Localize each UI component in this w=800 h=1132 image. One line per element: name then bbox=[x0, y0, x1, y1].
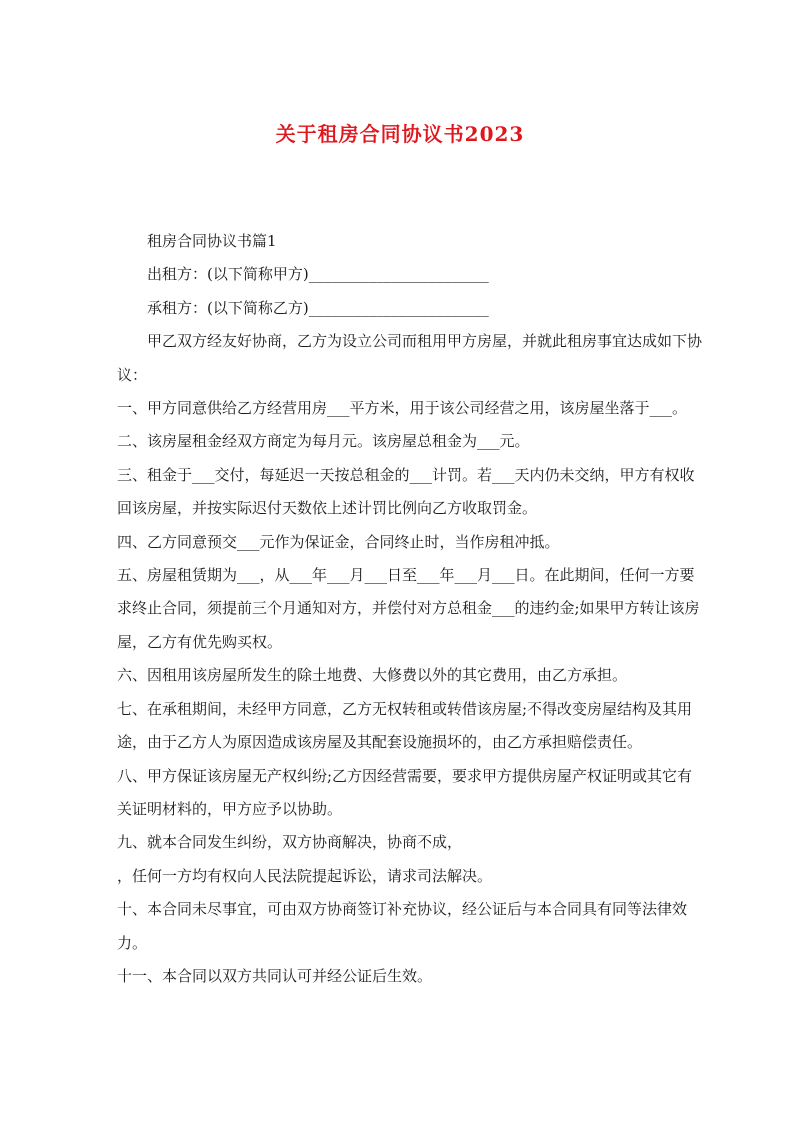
section-heading: 租房合同协议书篇1 bbox=[147, 232, 277, 250]
lessee-line: 承租方：(以下简称乙方)________________________ bbox=[147, 298, 489, 317]
document-body bbox=[117, 225, 702, 993]
clause-2: 二、该房屋租金经双方商定为每月元。该房屋总租金为___元。 bbox=[117, 432, 530, 451]
clause-1: 一、甲方同意供给乙方经营用房___平方米，用于该公司经营之用，该房屋坐落于___。 bbox=[117, 399, 688, 418]
clause-9: 九、就本合同发生纠纷，双方协商解决，协商不成， bbox=[117, 833, 463, 852]
clause-3: 三、租金于___交付，每延迟一天按总租金的___计罚。若___天内仍未交纳，甲方有权收回该房屋，并按实际迟付天数依上述计罚比例向乙方收取罚金。 bbox=[117, 465, 695, 518]
clause-11: 十一、本合同以双方共同认可并经公证后生效。 bbox=[117, 966, 433, 985]
intro-paragraph: 甲乙双方经友好协商，乙方为设立公司而租用甲方房屋，并就此租房事宜达成如下协议： bbox=[117, 332, 703, 384]
clause-4: 四、乙方同意预交___元作为保证金，合同终止时，当作房租冲抵。 bbox=[117, 532, 560, 551]
clause-7: 七、在承租期间，未经甲方同意，乙方无权转租或转借该房屋;不得改变房屋结构及其用途，由于乙方人为原因造成该房屋及其配套设施损坏的，由乙方承担赔偿责任。 bbox=[117, 699, 693, 752]
lessor-line: 出租方：(以下简称甲方)________________________ bbox=[147, 265, 489, 284]
clause-10: 十、本合同未尽事宜，可由双方协商签订补充协议，经公证后与本合同具有同等法律效力。 bbox=[117, 900, 688, 952]
clause-8: 八、甲方保证该房屋无产权纠纷;乙方因经营需要，要求甲方提供房屋产权证明或其它有关证明材料的，甲方应予以协助。 bbox=[117, 766, 693, 818]
clause-5: 五、房屋租赁期为___，从___年___月___日至___年___月___日。在此期间，任何一方要求终止合同，须提前三个月通知对方，并偿付对方总租金___的违约金;如果甲方转让该房屋，乙方有优先购买权。 bbox=[117, 566, 700, 651]
document-title: 关于租房合同协议书2023 bbox=[275, 122, 525, 146]
clause-6: 六、因租用该房屋所发生的除土地费、大修费以外的其它费用，由乙方承担。 bbox=[117, 666, 628, 685]
clause-9-continuation: ，任何一方均有权向人民法院提起诉讼，请求司法解决。 bbox=[117, 866, 493, 885]
